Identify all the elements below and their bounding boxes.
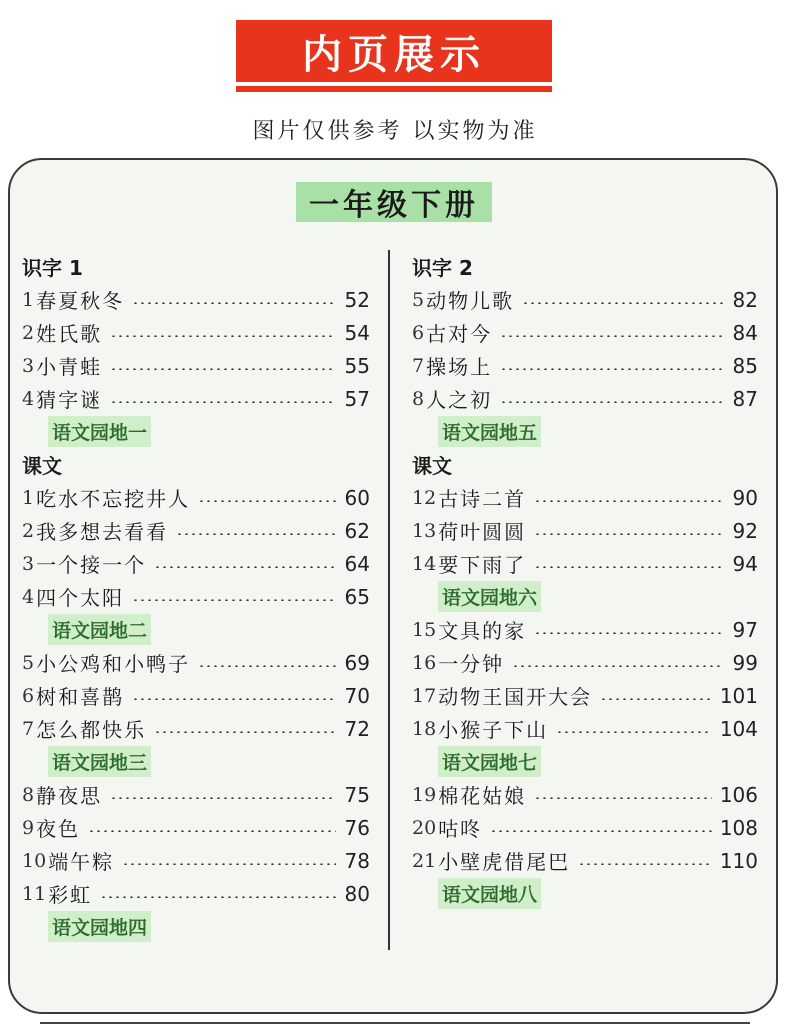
- lesson-title: 小公鸡和小鸭子: [36, 652, 191, 676]
- page-number: 94: [732, 551, 758, 576]
- dot-leader: [132, 698, 336, 700]
- lesson-number: 13: [412, 519, 437, 542]
- dot-leader: [490, 830, 712, 832]
- page-number: 90: [732, 485, 758, 510]
- dot-leader: [176, 533, 336, 535]
- page-number: 65: [344, 584, 370, 609]
- lesson-title: 操场上: [426, 355, 493, 379]
- page-number: 85: [732, 353, 758, 378]
- lesson-number: 14: [412, 552, 437, 575]
- toc-entry[interactable]: [22, 712, 370, 745]
- page-number: 52: [344, 287, 370, 312]
- dot-leader: [534, 632, 724, 634]
- page-number: 99: [732, 650, 758, 675]
- lesson-number: 15: [412, 618, 437, 641]
- column-divider: [388, 250, 390, 950]
- lesson-title: 文具的家: [438, 619, 527, 643]
- toc-entry[interactable]: [22, 382, 370, 415]
- toc-entry[interactable]: [22, 316, 370, 349]
- page-number: 76: [344, 815, 370, 840]
- page-number: 104: [719, 716, 758, 741]
- section-heading: 识字 1: [22, 256, 83, 280]
- toc-entry[interactable]: [412, 778, 758, 811]
- lesson-number: 20: [412, 816, 437, 839]
- garden-label: 语文园地四: [48, 911, 151, 942]
- dot-leader: [110, 797, 336, 799]
- dot-leader: [132, 599, 336, 601]
- page-number: 72: [344, 716, 370, 741]
- garden-label: 语文园地七: [438, 746, 541, 777]
- page-number: 92: [732, 518, 758, 543]
- toc-entry[interactable]: [22, 283, 370, 316]
- lesson-title: 四个太阳: [36, 586, 125, 610]
- toc-entry[interactable]: [412, 382, 758, 415]
- dot-leader: [88, 830, 336, 832]
- page-number: 78: [344, 848, 370, 873]
- lesson-title: 夜色: [36, 817, 81, 841]
- lesson-number: 3: [22, 552, 35, 575]
- page-number: 70: [344, 683, 370, 708]
- toc-entry[interactable]: [22, 646, 370, 679]
- toc-entry[interactable]: [22, 514, 370, 547]
- toc-entry[interactable]: [22, 580, 370, 613]
- lesson-title: 静夜思: [36, 784, 103, 808]
- lesson-title: 春夏秋冬: [36, 289, 125, 313]
- dot-leader: [578, 863, 712, 865]
- page-number: 80: [344, 881, 370, 906]
- lesson-title: 要下雨了: [438, 553, 527, 577]
- lesson-title: 小猴子下山: [438, 718, 549, 742]
- garden-section: [22, 613, 370, 646]
- garden-label: 语文园地五: [438, 416, 541, 447]
- lesson-title: 姓氏歌: [36, 322, 103, 346]
- lesson-number: 16: [412, 651, 437, 674]
- lesson-title: 小青蛙: [36, 355, 103, 379]
- dot-leader: [534, 566, 724, 568]
- lesson-number: 9: [22, 816, 35, 839]
- garden-section: [412, 745, 758, 778]
- lesson-number: 1: [22, 486, 35, 509]
- bottom-rule: [40, 1022, 750, 1024]
- lesson-title: 动物儿歌: [426, 289, 515, 313]
- toc-entry[interactable]: [22, 778, 370, 811]
- toc-entry[interactable]: [412, 646, 758, 679]
- lesson-number: 1: [22, 288, 35, 311]
- dot-leader: [500, 368, 724, 370]
- dot-leader: [100, 896, 336, 898]
- lesson-number: 4: [22, 585, 35, 608]
- garden-label: 语文园地一: [48, 416, 151, 447]
- garden-section: [22, 415, 370, 448]
- page-number: 82: [732, 287, 758, 312]
- toc-entry[interactable]: [412, 514, 758, 547]
- lesson-number: 2: [22, 321, 35, 344]
- dot-leader: [198, 500, 336, 502]
- dot-leader: [500, 335, 724, 337]
- toc-entry[interactable]: [22, 877, 370, 910]
- page-number: 55: [344, 353, 370, 378]
- page-number: 57: [344, 386, 370, 411]
- toc-entry[interactable]: [22, 679, 370, 712]
- lesson-number: 18: [412, 717, 437, 740]
- lesson-number: 8: [412, 387, 425, 410]
- toc-entry[interactable]: [412, 712, 758, 745]
- page-number: 108: [719, 815, 758, 840]
- toc-entry[interactable]: [412, 679, 758, 712]
- dot-leader: [110, 335, 336, 337]
- banner-title: 内页展示: [236, 20, 552, 82]
- page-number: 64: [344, 551, 370, 576]
- toc-entry[interactable]: [412, 613, 758, 646]
- lesson-number: 8: [22, 783, 35, 806]
- toc-entry[interactable]: [412, 811, 758, 844]
- garden-section: [412, 415, 758, 448]
- lesson-number: 7: [22, 717, 35, 740]
- lesson-title: 猜字谜: [36, 388, 103, 412]
- section-heading: 课文: [22, 454, 62, 478]
- page-number: 62: [344, 518, 370, 543]
- lesson-title: 古诗二首: [438, 487, 527, 511]
- lesson-number: 6: [22, 684, 35, 707]
- page-number: 69: [344, 650, 370, 675]
- garden-section: [412, 580, 758, 613]
- garden-label: 语文园地八: [438, 878, 541, 909]
- page-number: 101: [719, 683, 758, 708]
- page-number: 97: [732, 617, 758, 642]
- dot-leader: [512, 665, 724, 667]
- dot-leader: [534, 533, 724, 535]
- toc-entry[interactable]: [22, 811, 370, 844]
- toc-entry[interactable]: [412, 547, 758, 580]
- dot-leader: [600, 698, 712, 700]
- lesson-number: 3: [22, 354, 35, 377]
- dot-leader: [110, 368, 336, 370]
- garden-section: [22, 745, 370, 778]
- toc-entry[interactable]: [22, 481, 370, 514]
- dot-leader: [132, 302, 336, 304]
- garden-section: [412, 877, 758, 910]
- page-number: 110: [719, 848, 758, 873]
- disclaimer-text: 图片仅供参考 以实物为准: [252, 119, 538, 144]
- garden-label: 语文园地三: [48, 746, 151, 777]
- garden-label: 语文园地二: [48, 614, 151, 645]
- lesson-title: 吃水不忘挖井人: [36, 487, 191, 511]
- page-number: 106: [719, 782, 758, 807]
- lesson-title: 人之初: [426, 388, 493, 412]
- lesson-title: 端午粽: [48, 850, 115, 874]
- lesson-title: 小壁虎借尾巴: [438, 850, 571, 874]
- lesson-title: 棉花姑娘: [438, 784, 527, 808]
- toc-entry[interactable]: [412, 316, 758, 349]
- dot-leader: [154, 731, 336, 733]
- lesson-title: 怎么都快乐: [36, 718, 147, 742]
- toc-entry[interactable]: [412, 481, 758, 514]
- lesson-title: 一个接一个: [36, 553, 147, 577]
- lesson-title: 一分钟: [438, 652, 505, 676]
- lesson-title: 我多想去看看: [36, 520, 169, 544]
- toc-entry[interactable]: [412, 283, 758, 316]
- lesson-number: 10: [22, 849, 47, 872]
- dot-leader: [534, 500, 724, 502]
- toc-entry[interactable]: [22, 844, 370, 877]
- dot-leader: [500, 401, 724, 403]
- page-number: 87: [732, 386, 758, 411]
- left-column: [22, 250, 370, 943]
- lesson-title: 树和喜鹊: [36, 685, 125, 709]
- lesson-number: 7: [412, 354, 425, 377]
- lesson-title: 古对今: [426, 322, 493, 346]
- section-heading: 课文: [412, 454, 452, 478]
- lesson-number: 17: [412, 684, 437, 707]
- toc-entry[interactable]: [22, 349, 370, 382]
- lesson-number: 21: [412, 849, 437, 872]
- toc-entry[interactable]: [412, 349, 758, 382]
- contents-page: [8, 158, 778, 1014]
- dot-leader: [122, 863, 336, 865]
- lesson-number: 2: [22, 519, 35, 542]
- book-title: 一年级下册: [296, 182, 492, 222]
- dot-leader: [198, 665, 336, 667]
- right-column: [412, 250, 758, 910]
- lesson-title: 咕咚: [438, 817, 483, 841]
- page-number: 60: [344, 485, 370, 510]
- dot-leader: [154, 566, 336, 568]
- lesson-title: 荷叶圆圆: [438, 520, 527, 544]
- page-number: 75: [344, 782, 370, 807]
- lesson-title: 彩虹: [48, 883, 93, 907]
- garden-label: 语文园地六: [438, 581, 541, 612]
- lesson-number: 5: [22, 651, 35, 674]
- toc-entry[interactable]: [22, 547, 370, 580]
- lesson-number: 19: [412, 783, 437, 806]
- dot-leader: [556, 731, 712, 733]
- toc-entry[interactable]: [412, 844, 758, 877]
- page-number: 84: [732, 320, 758, 345]
- dot-leader: [110, 401, 336, 403]
- lesson-number: 4: [22, 387, 35, 410]
- banner-underline: [236, 86, 552, 92]
- lesson-title: 动物王国开大会: [438, 685, 593, 709]
- page-number: 54: [344, 320, 370, 345]
- lesson-number: 12: [412, 486, 437, 509]
- garden-section: [22, 910, 370, 943]
- dot-leader: [522, 302, 724, 304]
- section-heading: 识字 2: [412, 256, 473, 280]
- lesson-number: 5: [412, 288, 425, 311]
- lesson-number: 6: [412, 321, 425, 344]
- lesson-number: 11: [22, 882, 47, 905]
- dot-leader: [534, 797, 712, 799]
